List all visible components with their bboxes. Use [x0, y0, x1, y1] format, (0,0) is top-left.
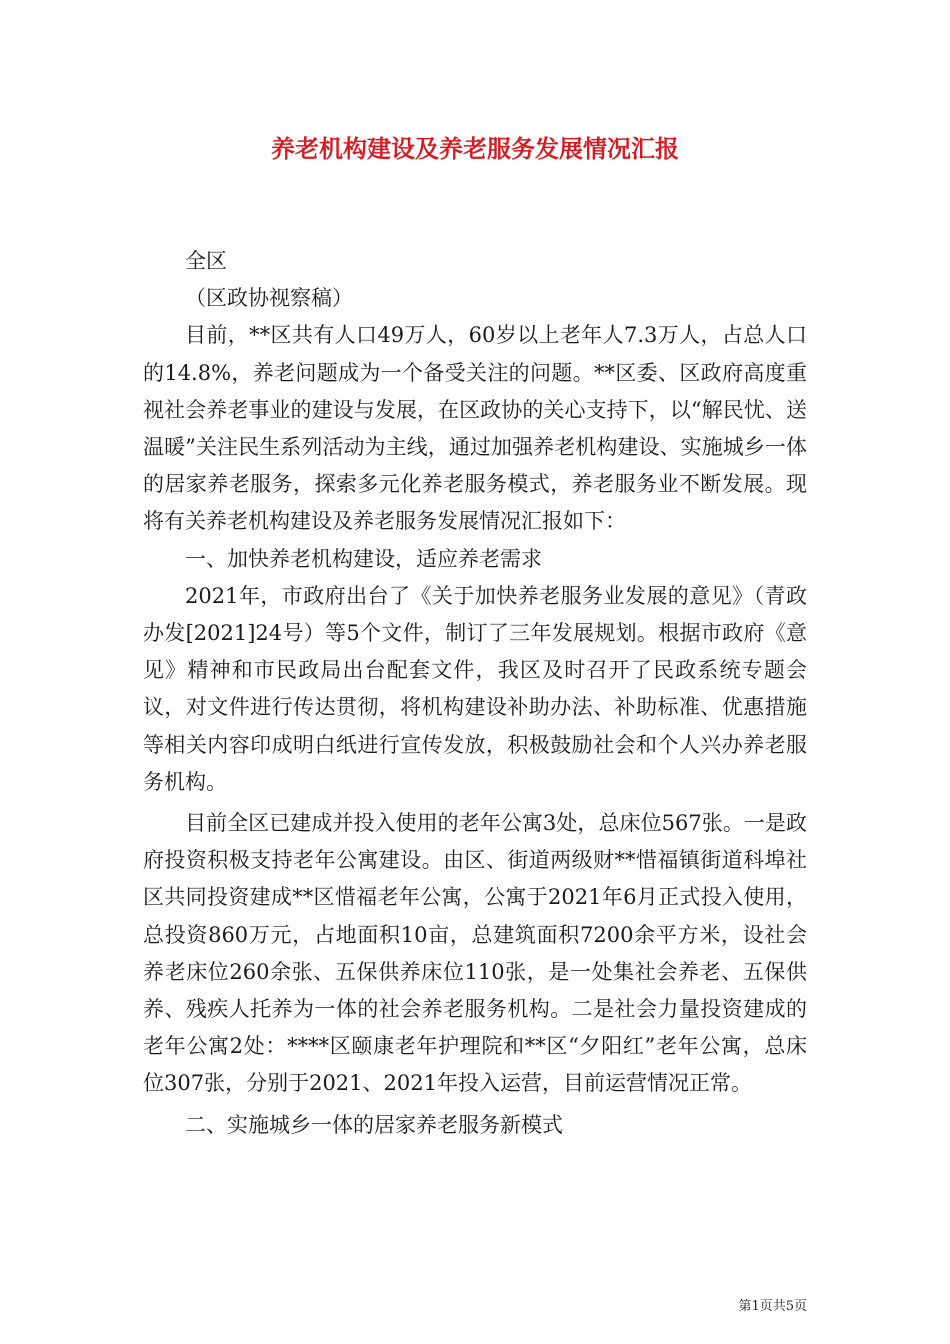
- section-heading-1: 一、加快养老机构建设，适应养老需求: [185, 546, 542, 571]
- paragraph-scope: 全区: [185, 249, 227, 273]
- document-title: 养老机构建设及养老服务发展情况汇报: [271, 134, 679, 163]
- section-heading-2: 二、实施城乡一体的居家养老服务新模式: [185, 1112, 563, 1137]
- paragraph-policy: 2021年，市政府出台了《关于加快养老服务业发展的意见》（青政办发[2021]24号）等5个文件，制订了三年发展规划。根据市政府《意见》精神和市民政局出台配套文件，我区及时召开了民政系统专题会议，对文件进行传达贯彻，将机构建设补助办法、补助标准、优惠措施等相关内容印成明白纸进行宣传发放，积极鼓励社会和个人兴办养老服务机构。: [143, 583, 807, 794]
- paragraph-intro: 目前，**区共有人口49万人，60岁以上老年人7.3万人，占总人口的14.8%，养老问题成为一个备受关注的问题。**区委、区政府高度重视社会养老事业的建设与发展，在区政协的关心支持下，以“解民忧、送温暖”关注民生系列活动为主线，通过加强养老机构建设、实施城乡一体的居家养老服务，探索多元化养老服务模式，养老服务业不断发展。现将有关养老机构建设及养老服务发展情况汇报如下：: [143, 323, 807, 534]
- paragraph-subtitle: （区政协视察稿）: [185, 286, 353, 311]
- paragraph-apartments: 目前全区已建成并投入使用的老年公寓3处，总床位567张。一是政府投资积极支持老年公寓建设。由区、街道两级财**惜福镇街道科埠社区共同投资建成**区惜福老年公寓，公寓于2021年6月正式投入使用，总投资860万元，占地面积10亩，总建筑面积7200余平方米，设社会养老床位260余张、五保供养床位110张，是一处集社会养老、五保供养、残疾人托养为一体的社会养老服务机构。二是社会力量投资建成的老年公寓2处：****区颐康老年护理院和**区“夕阳红”老年公寓，总床位307张，分别于2021、2021年投入运营，目前运营情况正常。: [143, 811, 807, 1096]
- document-body: [143, 243, 807, 1144]
- page-number: 第1页共5页: [738, 1299, 807, 1314]
